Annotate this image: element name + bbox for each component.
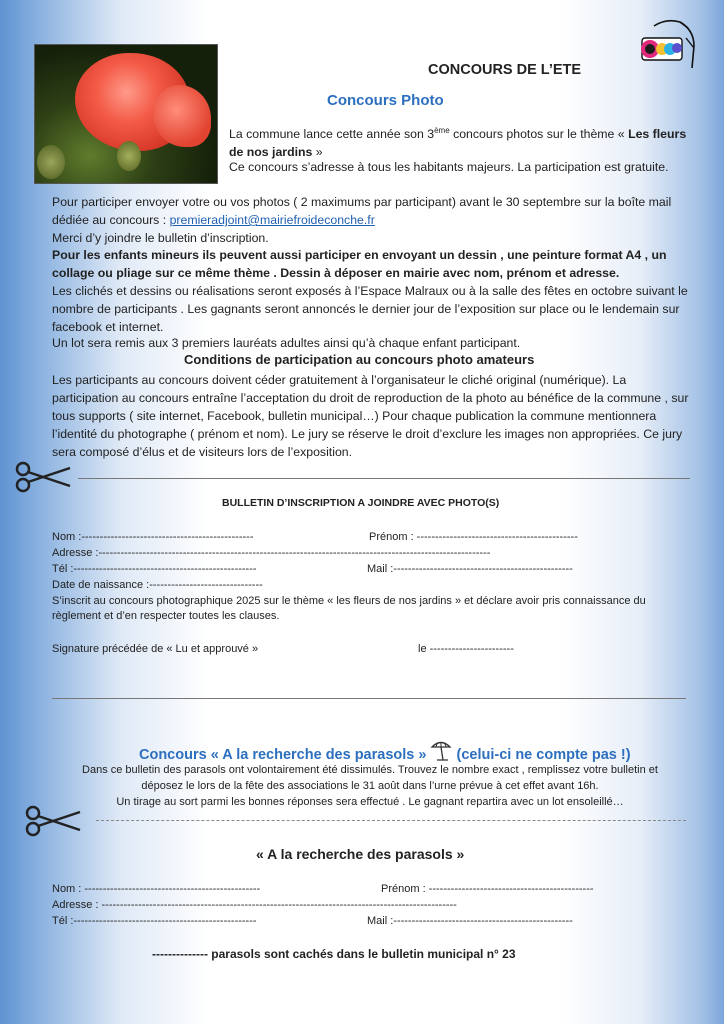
section-divider [52,698,686,699]
intro-submission: Pour participer envoyer votre ou vos photos ( 2 maximums par participant) avant le 30 septembre sur la boîte mail dédiée au concours : premieradjoint@mairiefroideconche.fr [52,195,672,227]
parasol-instructions-3: Un tirage au sort parmi les bonnes réponses sera effectué . Le gagnant repartira avec un lot ensoleillé… [116,796,624,808]
conditions-title: Conditions de participation au concours photo amateurs [184,352,535,367]
conditions-text: Les participants au concours doivent céder gratuitement à l’organisateur le cliché original (numérique). La participation au concours entraîne l’acceptation du droit de reproduction de la photo au bénéfice de la commune , sur tous supports ( site internet, Facebook, bulletin municipal…) Pour chaque publication la commune mentionnera l’identité du photographe ( prénom et nom). Le jury se réserve le droit d’exclure les images non appropriées. Ce jury sera composé d’élus et de visiteurs lors de l’exposition. [52,373,689,459]
bulletin-tel-field[interactable]: Tél :-------------------------------------------------- [52,563,257,575]
parasol-contest-title: Concours « A la recherche des parasols » (celui-ci ne compte pas !) [139,740,631,763]
bulletin-mail-field[interactable]: Mail :------------------------------------------------- [367,563,573,575]
intro-children: Pour les enfants mineurs ils peuvent aussi participer en envoyant un dessin , une peinture format A4 , un collage ou pliage sur ce même thème . Dessin à déposer en mairie avec nom, prénom et adresse. [52,248,667,280]
intro-line: La commune lance cette année son 3ème concours photos sur le thème « Les fleurs de nos jardins » [229,126,687,160]
scissors-icon [24,804,84,838]
intro-prize: Un lot sera remis aux 3 premiers lauréats adultes ainsi qu’à chaque enfant participant. [52,336,521,350]
bulletin-signature-label: Signature précédée de « Lu et approuvé » [52,643,259,655]
parasol-prenom-field[interactable]: Prénom : --------------------------------------------- [381,883,594,895]
bulletin-prenom-field[interactable]: Prénom : -------------------------------------------- [369,531,578,543]
parasol-adresse-field[interactable]: Adresse : ------------------------------------------------------------------------------------------------- [52,899,457,911]
parasol-form-title: « A la recherche des parasols » [256,846,465,862]
bulletin-adresse-field[interactable]: Adresse :----------------------------------------------------------------------------------------------------------- [52,547,491,559]
rose-bud [117,141,141,171]
bulletin-declaration: S’inscrit au concours photographique 2025 sur le thème « les fleurs de nos jardins » et déclare avoir pris connaissance du règlement et d’en respecter toutes les clauses. [52,595,646,622]
cut-line [78,478,690,479]
parasol-nom-field[interactable]: Nom : ------------------------------------------------ [52,883,261,895]
parasol-instructions-2: déposez le lors de la fête des associations le 31 août dans l’urne prévue à cet effet avant 16h. [141,780,599,792]
intro-exhibition: Les clichés et dessins ou réalisations seront exposés à l’Espace Malraux ou à la salle des fêtes en octobre suivant le nombre de participants . Les gagnants seront annoncés le dernier jour de l’exposition sur place ou le lendemain sur facebook et internet. [52,284,688,334]
bulletin-nom-field[interactable]: Nom :----------------------------------------------- [52,531,254,543]
page-title: CONCOURS DE L’ETE [428,62,582,78]
rose-photo [34,44,218,184]
rose-bud [37,145,65,179]
bulletin-title: BULLETIN D’INSCRIPTION A JOINDRE AVEC PHOTO(S) [222,497,500,509]
cut-line [96,820,686,821]
parasol-icon [430,740,452,762]
parasol-mail-field[interactable]: Mail :------------------------------------------------- [367,915,573,927]
parasol-tel-field[interactable]: Tél :-------------------------------------------------- [52,915,257,927]
scissors-icon [14,460,74,494]
intro-audience: Ce concours s’adresse à tous les habitants majeurs. La participation est gratuite. [229,160,669,174]
camera-icon [636,18,700,76]
photo-contest-title: Concours Photo [327,92,444,109]
bulletin-birthdate-field[interactable]: Date de naissance :------------------------------- [52,579,263,591]
parasol-instructions-1: Dans ce bulletin des parasols ont volontairement été dissimulés. Trouvez le nombre exact , remplissez votre bulletin et [82,764,658,776]
intro-attach: Merci d’y joindre le bulletin d’inscription. [52,231,269,245]
contest-email-link[interactable]: premieradjoint@mairiefroideconche.fr [169,213,375,227]
parasol-count-answer[interactable]: -------------- parasols sont cachés dans le bulletin municipal n° 23 [152,947,516,961]
bulletin-date-field[interactable]: le ----------------------- [418,643,514,655]
